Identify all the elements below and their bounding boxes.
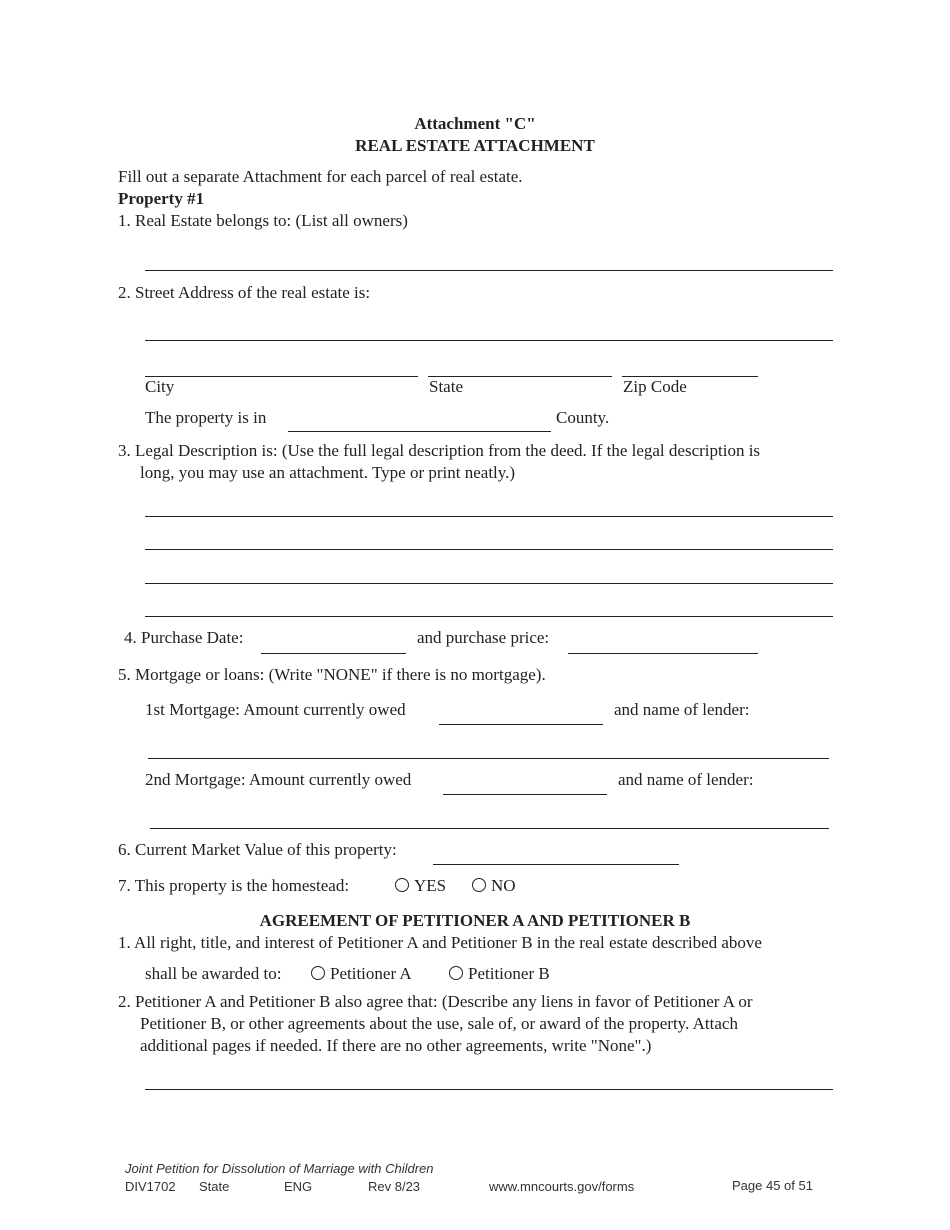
award-petitioner-a-radio[interactable]	[311, 966, 325, 980]
homestead-yes-radio[interactable]	[395, 878, 409, 892]
footer-jurisdiction: State	[199, 1179, 230, 1194]
intro-text: Fill out a separate Attachment for each parcel of real estate.	[118, 167, 523, 186]
street-address-field[interactable]	[145, 340, 833, 341]
footer-url[interactable]: www.mncourts.gov/forms	[489, 1179, 635, 1194]
legal-description-line-1[interactable]	[145, 516, 833, 517]
mortgage-1-label: 1st Mortgage: Amount currently owed	[145, 700, 406, 719]
city-label: City	[145, 377, 175, 396]
awarded-to-label: shall be awarded to:	[145, 964, 282, 983]
question-legal-description: 3. Legal Description is: (Use the full legal description from the deed. If the legal description is	[118, 441, 761, 460]
city-field[interactable]	[145, 376, 418, 377]
property-heading: Property #1	[118, 189, 205, 208]
award-petitioner-b-text: Petitioner B	[468, 964, 550, 983]
market-value-label: 6. Current Market Value of this property:	[118, 840, 397, 859]
mortgage-1-amount-field[interactable]	[439, 724, 603, 725]
award-petitioner-b-radio[interactable]	[449, 966, 463, 980]
market-value-field[interactable]	[433, 864, 679, 865]
footer-revision: Rev 8/23	[368, 1179, 421, 1194]
state-label: State	[429, 377, 463, 396]
owners-field[interactable]	[145, 270, 833, 271]
mortgage-2-amount-field[interactable]	[443, 794, 607, 795]
mortgage-2-lender-label: and name of lender:	[618, 770, 754, 789]
legal-description-line-4[interactable]	[145, 616, 833, 617]
question-mortgage: 5. Mortgage or loans: (Write "NONE" if there is no mortgage).	[118, 665, 546, 684]
award-petitioner-a-text: Petitioner A	[330, 964, 412, 983]
legal-description-note: long, you may use an attachment. Type or print neatly.)	[140, 463, 516, 482]
purchase-price-label: and purchase price:	[417, 628, 550, 647]
legal-description-line-2[interactable]	[145, 549, 833, 550]
homestead-yes-text: YES	[414, 876, 447, 895]
purchase-date-field[interactable]	[261, 653, 406, 654]
mortgage-1-lender-field[interactable]	[148, 758, 829, 759]
question-address: 2. Street Address of the real estate is:	[118, 283, 371, 302]
county-suffix: County.	[556, 408, 610, 427]
footer-form-title: Joint Petition for Dissolution of Marriage with Children	[125, 1161, 434, 1176]
county-field[interactable]	[288, 431, 551, 432]
other-agreements-line-3: additional pages if needed. If there are no other agreements, write "None".)	[140, 1036, 652, 1055]
purchase-date-label: 4. Purchase Date:	[124, 628, 244, 647]
homestead-yes-option[interactable]	[395, 876, 446, 896]
county-prefix: The property is in	[145, 408, 267, 427]
zip-label: Zip Code	[623, 377, 687, 396]
purchase-price-field[interactable]	[568, 653, 758, 654]
footer-language: ENG	[284, 1179, 313, 1194]
mortgage-2-label: 2nd Mortgage: Amount currently owed	[145, 770, 412, 789]
homestead-label: 7. This property is the homestead:	[118, 876, 350, 895]
footer-form-code: DIV1702	[125, 1179, 176, 1194]
agreement-heading: AGREEMENT OF PETITIONER A AND PETITIONER B	[259, 911, 691, 930]
agreement-award-text: 1. All right, title, and interest of Petitioner A and Petitioner B in the real estate described above	[118, 933, 762, 952]
footer-page-number: Page 45 of 51	[732, 1178, 813, 1193]
award-petitioner-a-option[interactable]	[311, 964, 412, 984]
homestead-no-option[interactable]	[472, 876, 516, 896]
legal-description-line-3[interactable]	[145, 583, 833, 584]
attachment-label: Attachment "C"	[414, 114, 536, 133]
other-agreements-field[interactable]	[145, 1089, 833, 1090]
page-title: REAL ESTATE ATTACHMENT	[355, 136, 595, 155]
homestead-no-radio[interactable]	[472, 878, 486, 892]
homestead-no-text: NO	[491, 876, 516, 895]
mortgage-2-lender-field[interactable]	[150, 828, 829, 829]
other-agreements-line-1: 2. Petitioner A and Petitioner B also agree that: (Describe any liens in favor of Petitioner A or	[118, 992, 753, 1011]
other-agreements-line-2: Petitioner B, or other agreements about the use, sale of, or award of the property. Attach	[140, 1014, 738, 1033]
award-petitioner-b-option[interactable]	[449, 964, 550, 984]
mortgage-1-lender-label: and name of lender:	[614, 700, 750, 719]
question-owners: 1. Real Estate belongs to: (List all owners)	[118, 211, 408, 230]
